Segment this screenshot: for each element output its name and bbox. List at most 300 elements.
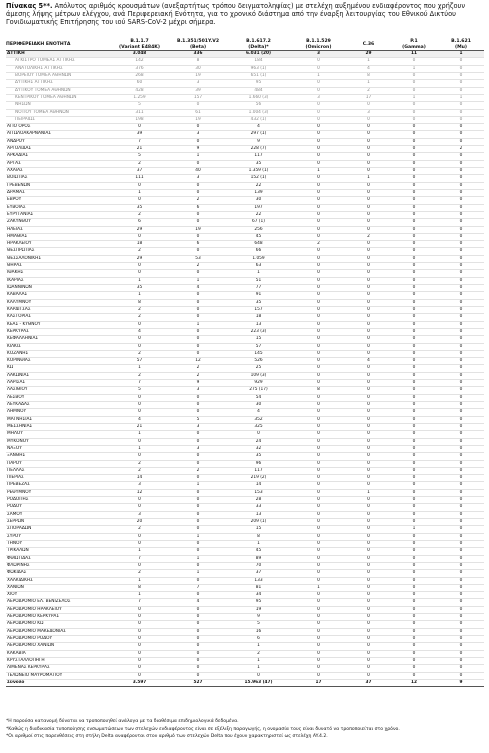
count-cell: 0 bbox=[110, 336, 169, 343]
subregion-row bbox=[6, 94, 484, 101]
count-cell: 0 bbox=[438, 402, 484, 409]
count-cell: 0 bbox=[390, 321, 438, 328]
table-row bbox=[6, 577, 484, 584]
count-cell: 0 bbox=[290, 606, 347, 613]
count-cell: 0 bbox=[438, 65, 484, 72]
count-cell: 256 bbox=[227, 226, 290, 233]
count-cell: 0 bbox=[438, 116, 484, 123]
count-cell: 0 bbox=[438, 350, 484, 357]
count-cell: 0 bbox=[438, 453, 484, 460]
count-cell: 32 bbox=[227, 445, 290, 452]
count-cell: 0 bbox=[290, 292, 347, 299]
count-cell: 0 bbox=[390, 489, 438, 496]
count-cell: 0 bbox=[438, 358, 484, 365]
count-cell: 15 bbox=[227, 526, 290, 533]
count-cell: 0 bbox=[290, 540, 347, 547]
column-header bbox=[347, 39, 390, 51]
count-cell: 0 bbox=[347, 504, 390, 511]
count-cell: 0 bbox=[438, 365, 484, 372]
count-cell: 0 bbox=[347, 409, 390, 416]
count-cell: 0 bbox=[110, 394, 169, 401]
count-cell: 35 bbox=[110, 204, 169, 211]
count-cell: 0 bbox=[290, 445, 347, 452]
region-name-cell: ΧΙΟΥ bbox=[6, 592, 110, 599]
region-name-cell: ΗΜΑΘΙΑΣ bbox=[6, 233, 110, 240]
count-cell: 0 bbox=[390, 650, 438, 657]
count-cell: 0 bbox=[347, 548, 390, 555]
count-cell: 2 bbox=[347, 87, 390, 94]
count-cell: 0 bbox=[347, 445, 390, 452]
count-cell: 1 bbox=[227, 270, 290, 277]
count-cell: 0 bbox=[169, 497, 227, 504]
count-cell: 2 bbox=[169, 197, 227, 204]
count-cell: 0 bbox=[390, 87, 438, 94]
count-cell: 1 bbox=[110, 431, 169, 438]
count-cell: 0 bbox=[347, 665, 390, 672]
table-row bbox=[6, 599, 484, 606]
count-cell: 198 bbox=[110, 116, 169, 123]
count-cell: 0 bbox=[390, 292, 438, 299]
count-cell: 0 bbox=[169, 124, 227, 131]
count-cell: 5 bbox=[227, 621, 290, 628]
table-row bbox=[6, 182, 484, 189]
count-cell: 0 bbox=[110, 665, 169, 672]
count-cell: 4 bbox=[347, 358, 390, 365]
count-cell: 0 bbox=[169, 233, 227, 240]
count-cell: 0 bbox=[290, 621, 347, 628]
region-name-cell: ΡΟΔΟΥ bbox=[6, 504, 110, 511]
count-cell: 30 bbox=[227, 402, 290, 409]
count-cell: 0 bbox=[110, 343, 169, 350]
count-cell: 56 bbox=[227, 102, 290, 109]
count-cell: 0 bbox=[290, 628, 347, 635]
count-cell: 0 bbox=[290, 306, 347, 313]
region-name-cell: ΑΤΤΙΚΗ bbox=[6, 51, 110, 58]
count-cell: 0 bbox=[438, 168, 484, 175]
count-cell: 0 bbox=[110, 562, 169, 569]
count-cell: 35 bbox=[110, 285, 169, 292]
table-row bbox=[6, 131, 484, 138]
count-cell: 0 bbox=[347, 372, 390, 379]
count-cell: 20 bbox=[110, 519, 169, 526]
table-row bbox=[6, 555, 484, 562]
region-name-cell: ΑΡΓΟΛΙΔΑΣ bbox=[6, 146, 110, 153]
count-cell: 0 bbox=[290, 109, 347, 116]
count-cell: 5 bbox=[110, 387, 169, 394]
table-row bbox=[6, 606, 484, 613]
table-row bbox=[6, 160, 484, 167]
count-cell: 0 bbox=[390, 504, 438, 511]
count-cell: 297 (1) bbox=[227, 131, 290, 138]
count-cell: 0 bbox=[347, 467, 390, 474]
region-row bbox=[6, 51, 484, 58]
region-name-cell: ΚΟΖΑΝΗΣ bbox=[6, 350, 110, 357]
count-cell: 0 bbox=[347, 219, 390, 226]
count-cell: 0 bbox=[438, 314, 484, 321]
count-cell: 0 bbox=[347, 519, 390, 526]
count-cell: 0 bbox=[438, 460, 484, 467]
count-cell: 0 bbox=[169, 475, 227, 482]
subregion-row bbox=[6, 65, 484, 72]
count-cell: 152 (1) bbox=[227, 175, 290, 182]
table-row bbox=[6, 504, 484, 511]
count-cell: 1.259 bbox=[110, 94, 169, 101]
count-cell: 1 bbox=[227, 657, 290, 664]
table-row bbox=[6, 343, 484, 350]
count-cell: 0 bbox=[347, 321, 390, 328]
count-cell: 0 bbox=[438, 665, 484, 672]
count-cell: 1 bbox=[390, 65, 438, 72]
count-cell: 0 bbox=[390, 672, 438, 679]
region-name-cell: ΑΕΡΟΔΡΟΜΙΟ ΜΑΚΕΔΟΝΙΑΣ bbox=[6, 628, 110, 635]
count-cell: 0 bbox=[390, 299, 438, 306]
region-name-cell: ΣΥΡΟΥ bbox=[6, 533, 110, 540]
region-name-cell: ΒΟΡΕΙΟΥ ΤΟΜΕΑ ΑΘΗΝΩΝ bbox=[6, 72, 110, 79]
count-cell: 0 bbox=[438, 577, 484, 584]
count-cell: 117 bbox=[227, 467, 290, 474]
count-cell: 0 bbox=[390, 233, 438, 240]
region-name-cell: ΛΕΣΒΟΥ bbox=[6, 394, 110, 401]
count-cell: 219 (2) bbox=[227, 475, 290, 482]
count-cell: 0 bbox=[347, 343, 390, 350]
count-cell: 311 bbox=[110, 109, 169, 116]
table-row bbox=[6, 562, 484, 569]
count-cell: 0 bbox=[290, 657, 347, 664]
region-name-cell: ΚΑΛΥΜΝΟΥ bbox=[6, 299, 110, 306]
count-cell: 0 bbox=[390, 599, 438, 606]
count-cell: 0 bbox=[438, 248, 484, 255]
count-cell: 0 bbox=[290, 562, 347, 569]
count-cell: 0 bbox=[438, 211, 484, 218]
count-cell: 0 bbox=[290, 87, 347, 94]
count-cell: 0 bbox=[347, 270, 390, 277]
count-cell: 0 bbox=[290, 358, 347, 365]
count-cell: 1 bbox=[110, 445, 169, 452]
count-cell: 0 bbox=[390, 394, 438, 401]
subregion-row bbox=[6, 109, 484, 116]
count-cell: 0 bbox=[290, 138, 347, 145]
count-cell: 0 bbox=[347, 650, 390, 657]
table-row bbox=[6, 138, 484, 145]
count-cell: 0 bbox=[169, 336, 227, 343]
count-cell: 0 bbox=[438, 394, 484, 401]
count-cell: 0 bbox=[390, 570, 438, 577]
count-cell: 651 (1) bbox=[227, 72, 290, 79]
count-cell: 0 bbox=[110, 636, 169, 643]
count-cell: 0 bbox=[290, 80, 347, 87]
count-cell: 0 bbox=[438, 380, 484, 387]
region-name-cell: ΕΥΒΟΙΑΣ bbox=[6, 204, 110, 211]
count-cell: 0 bbox=[390, 562, 438, 569]
count-cell: 0 bbox=[347, 540, 390, 547]
region-name-cell: ΜΗΛΟΥ bbox=[6, 431, 110, 438]
region-name-cell: ΚΕΦΑΛΛΗΝΙΑΣ bbox=[6, 336, 110, 343]
region-name-cell: ΗΡΑΚΛΕΙΟΥ bbox=[6, 241, 110, 248]
count-cell: 0 bbox=[290, 146, 347, 153]
count-cell: 0 bbox=[169, 562, 227, 569]
count-cell: 0 bbox=[169, 211, 227, 218]
table-row bbox=[6, 219, 484, 226]
count-cell: 0 bbox=[110, 409, 169, 416]
count-cell: 0 bbox=[347, 328, 390, 335]
count-cell: 0 bbox=[347, 146, 390, 153]
region-name-cell: ΚΕΡΚΥΡΑΣ bbox=[6, 328, 110, 335]
count-cell: 0 bbox=[390, 241, 438, 248]
count-cell: 0 bbox=[169, 394, 227, 401]
count-cell: 0 bbox=[290, 416, 347, 423]
count-cell: 12 bbox=[110, 489, 169, 496]
count-cell: 0 bbox=[347, 570, 390, 577]
count-cell: 0 bbox=[347, 380, 390, 387]
region-name-cell: ΧΑΛΚΙΔΙΚΗΣ bbox=[6, 577, 110, 584]
count-cell: 0 bbox=[169, 657, 227, 664]
count-cell: 0 bbox=[390, 555, 438, 562]
count-cell: 0 bbox=[347, 526, 390, 533]
table-row bbox=[6, 636, 484, 643]
count-cell: 0 bbox=[347, 211, 390, 218]
count-cell: 1 bbox=[347, 80, 390, 87]
count-cell: 3.048 bbox=[110, 51, 169, 58]
count-cell: 0 bbox=[347, 263, 390, 270]
count-cell: 0 bbox=[347, 314, 390, 321]
count-cell: 0 bbox=[390, 270, 438, 277]
count-cell: 1 bbox=[169, 321, 227, 328]
count-cell: 4 bbox=[110, 328, 169, 335]
count-cell: 0 bbox=[390, 116, 438, 123]
count-cell: 0 bbox=[169, 182, 227, 189]
count-cell: 0 bbox=[390, 431, 438, 438]
count-cell: 16 bbox=[227, 628, 290, 635]
count-cell: 0 bbox=[347, 387, 390, 394]
count-cell: 0 bbox=[390, 365, 438, 372]
count-cell: 0 bbox=[438, 423, 484, 430]
count-cell: 0 bbox=[438, 614, 484, 621]
table-row bbox=[6, 365, 484, 372]
count-cell: 0 bbox=[110, 672, 169, 679]
count-cell: 0 bbox=[347, 584, 390, 591]
count-cell: 0 bbox=[438, 343, 484, 350]
table-row bbox=[6, 263, 484, 270]
region-name-cell: ΚΑΡΔΙΤΣΑΣ bbox=[6, 306, 110, 313]
count-cell: 0 bbox=[290, 636, 347, 643]
region-name-cell: ΑΓΚΙΣΤΡΟ ΤΟΜΕΑΣ ΑΤΤΙΚΗΣ bbox=[6, 58, 110, 65]
table-row bbox=[6, 153, 484, 160]
count-cell: 0 bbox=[438, 336, 484, 343]
count-cell: 21 bbox=[110, 146, 169, 153]
count-cell: 109 (3) bbox=[227, 372, 290, 379]
count-cell: 0 bbox=[347, 475, 390, 482]
count-cell: 0 bbox=[290, 299, 347, 306]
count-cell: 0 bbox=[290, 255, 347, 262]
count-cell: 12 bbox=[169, 358, 227, 365]
count-cell: 153 bbox=[227, 489, 290, 496]
column-header-line2: (Variant E484K) bbox=[119, 44, 160, 50]
count-cell: 0 bbox=[438, 592, 484, 599]
column-header bbox=[390, 39, 438, 51]
count-cell: 484 bbox=[227, 87, 290, 94]
region-name-cell: ΣΕΡΡΩΝ bbox=[6, 519, 110, 526]
count-cell: 0 bbox=[347, 460, 390, 467]
table-row bbox=[6, 548, 484, 555]
region-name-cell: ΜΕΣΣΗΝΙΑΣ bbox=[6, 423, 110, 430]
count-cell: 1 bbox=[290, 72, 347, 79]
count-cell: 1 bbox=[347, 489, 390, 496]
column-header-line2: (Mu) bbox=[454, 44, 468, 50]
count-cell: 0 bbox=[290, 153, 347, 160]
count-cell: 1 bbox=[169, 533, 227, 540]
count-cell: 3 bbox=[169, 445, 227, 452]
count-cell: 0 bbox=[110, 124, 169, 131]
count-cell: 21 bbox=[110, 423, 169, 430]
count-cell: 0 bbox=[438, 299, 484, 306]
count-cell: 24 bbox=[227, 438, 290, 445]
table-row bbox=[6, 511, 484, 518]
count-cell: 0 bbox=[390, 657, 438, 664]
column-header-line1: B.1.351/501Y.V2 bbox=[176, 39, 220, 45]
count-cell: 0 bbox=[438, 328, 484, 335]
count-cell: 0 bbox=[438, 526, 484, 533]
count-cell: 0 bbox=[110, 321, 169, 328]
count-cell: 4 bbox=[347, 65, 390, 72]
table-row bbox=[6, 372, 484, 379]
count-cell: 0 bbox=[347, 628, 390, 635]
table-row bbox=[6, 445, 484, 452]
count-cell: 0 bbox=[290, 526, 347, 533]
count-cell: 0 bbox=[290, 475, 347, 482]
table-row bbox=[6, 314, 484, 321]
region-name-cell: ΤΡΙΚΑΛΩΝ bbox=[6, 548, 110, 555]
count-cell: 77 bbox=[227, 285, 290, 292]
region-name-cell: ΦΩΚΙΔΑΣ bbox=[6, 570, 110, 577]
table-row bbox=[6, 460, 484, 467]
count-cell: 0 bbox=[438, 160, 484, 167]
count-cell: 223 (3) bbox=[227, 328, 290, 335]
count-cell: 29 bbox=[347, 51, 390, 58]
count-cell: 0 bbox=[290, 314, 347, 321]
count-cell: 0 bbox=[169, 438, 227, 445]
column-header bbox=[169, 39, 227, 51]
count-cell: 0 bbox=[169, 160, 227, 167]
count-cell: 0 bbox=[347, 672, 390, 679]
count-cell: 0 bbox=[390, 182, 438, 189]
count-cell: 0 bbox=[390, 102, 438, 109]
count-cell: 0 bbox=[290, 116, 347, 123]
count-cell: 0 bbox=[347, 116, 390, 123]
count-cell: 0 bbox=[438, 467, 484, 474]
count-cell: 0 bbox=[390, 131, 438, 138]
count-cell: 14 bbox=[227, 482, 290, 489]
count-cell: 0 bbox=[390, 438, 438, 445]
region-name-cell: ΚΕΝΤΡΙΚΟΥ ΤΟΜΕΑ ΑΘΗΝΩΝ bbox=[6, 94, 110, 101]
table-row bbox=[6, 423, 484, 430]
count-cell: 4 bbox=[227, 409, 290, 416]
count-cell: 0 bbox=[438, 599, 484, 606]
count-cell: 9 bbox=[227, 138, 290, 145]
count-cell: 0 bbox=[390, 453, 438, 460]
region-name-cell: ΗΛΕΙΑΣ bbox=[6, 226, 110, 233]
count-cell: 0 bbox=[290, 614, 347, 621]
region-name-cell: ΛΑΚΩΝΙΑΣ bbox=[6, 372, 110, 379]
count-cell: 11 bbox=[390, 51, 438, 58]
table-row bbox=[6, 657, 484, 664]
count-cell: 0 bbox=[438, 270, 484, 277]
count-cell: 0 bbox=[110, 402, 169, 409]
count-cell: 0 bbox=[438, 643, 484, 650]
count-cell: 3 bbox=[169, 175, 227, 182]
count-cell: 4 bbox=[169, 599, 227, 606]
count-cell: 0 bbox=[169, 328, 227, 335]
count-cell: 0 bbox=[290, 263, 347, 270]
column-header bbox=[290, 39, 347, 51]
count-cell: 0 bbox=[390, 519, 438, 526]
count-cell: 35 bbox=[227, 299, 290, 306]
count-cell: 0 bbox=[290, 211, 347, 218]
count-cell: 96 bbox=[227, 460, 290, 467]
count-cell: 0 bbox=[438, 277, 484, 284]
count-cell: 352 bbox=[227, 416, 290, 423]
count-cell: 1 bbox=[169, 570, 227, 577]
count-cell: 1 bbox=[110, 189, 169, 196]
count-cell: 0 bbox=[390, 540, 438, 547]
count-cell: 0 bbox=[169, 665, 227, 672]
count-cell: 0 bbox=[390, 475, 438, 482]
column-header-line2: (Omicron) bbox=[305, 44, 332, 50]
region-name-cell: ΔΡΑΜΑΣ bbox=[6, 189, 110, 196]
subregion-row bbox=[6, 102, 484, 109]
count-cell: 157 bbox=[227, 306, 290, 313]
count-cell: 0 bbox=[390, 328, 438, 335]
count-cell: 5 bbox=[110, 153, 169, 160]
count-cell: 1.004 (3) bbox=[227, 109, 290, 116]
table-row bbox=[6, 306, 484, 313]
count-cell: 0 bbox=[347, 533, 390, 540]
count-cell: 0 bbox=[438, 504, 484, 511]
count-cell: 0 bbox=[290, 365, 347, 372]
region-name-cell: ΒΟΙΩΤΙΑΣ bbox=[6, 175, 110, 182]
region-name-cell: ΛΑΡΙΣΑΣ bbox=[6, 380, 110, 387]
count-cell: 0 bbox=[290, 226, 347, 233]
count-cell: 0 bbox=[438, 219, 484, 226]
count-cell: 0 bbox=[290, 548, 347, 555]
table-row bbox=[6, 350, 484, 357]
count-cell: 60 bbox=[110, 80, 169, 87]
count-cell: 0 bbox=[290, 402, 347, 409]
count-cell: 0 bbox=[347, 255, 390, 262]
table-row bbox=[6, 643, 484, 650]
count-cell: 0 bbox=[438, 233, 484, 240]
count-cell: 0 bbox=[347, 365, 390, 372]
table-row bbox=[6, 533, 484, 540]
count-cell: 0 bbox=[290, 336, 347, 343]
count-cell: 0 bbox=[390, 175, 438, 182]
count-cell: 0 bbox=[438, 87, 484, 94]
count-cell: 111 bbox=[110, 175, 169, 182]
count-cell: 6.031 (20) bbox=[227, 51, 290, 58]
count-cell: 0 bbox=[169, 643, 227, 650]
count-cell: 1 bbox=[169, 482, 227, 489]
count-cell: 0 bbox=[347, 511, 390, 518]
column-header bbox=[438, 39, 484, 51]
count-cell: 3 bbox=[169, 423, 227, 430]
count-cell: 0 bbox=[390, 146, 438, 153]
count-cell: 63 bbox=[227, 263, 290, 270]
count-cell: 0 bbox=[390, 138, 438, 145]
table-row bbox=[6, 665, 484, 672]
region-name-cell: ΑΕΡΟΔΡΟΜΙΟ ΧΑΝΙΩΝ bbox=[6, 643, 110, 650]
count-cell: 0 bbox=[169, 636, 227, 643]
table-row bbox=[6, 416, 484, 423]
region-name-cell: ΙΘΑΚΗΣ bbox=[6, 270, 110, 277]
